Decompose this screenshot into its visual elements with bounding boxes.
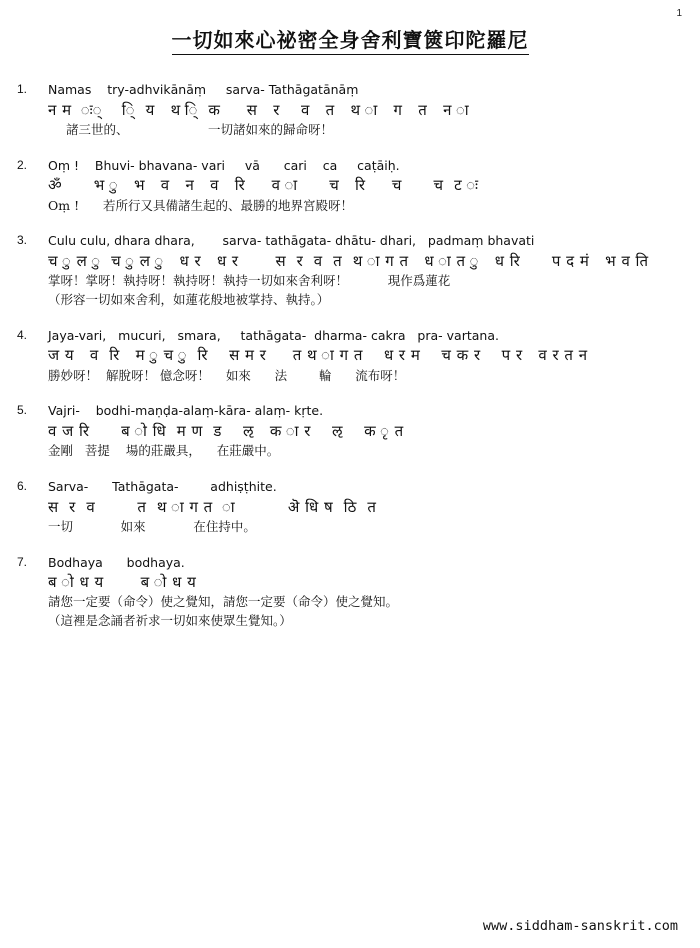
- chinese-translation-line: Oṃ ! 若所行又具備諸生起的、最勝的地界宮殿呀！: [48, 197, 353, 213]
- section-4: [0, 328, 700, 386]
- chinese-translation-line: 勝妙呀！ 解脫呀！ 億念呀！ 如來 法 輪 流布呀！: [48, 367, 406, 383]
- section-2: [0, 158, 700, 216]
- section-body: [48, 555, 700, 631]
- chinese-translation-line: 諸三世的、 一切諸如來的歸命呀！: [66, 121, 333, 137]
- section-spacer: [0, 467, 700, 479]
- chinese-translation-line: 請您一定要（命令）使之覺知，請您一定要（命令）使之覺知。: [48, 594, 399, 610]
- section-7: [0, 555, 700, 631]
- section-number: 6.: [17, 478, 28, 493]
- section-number: 7.: [17, 554, 28, 569]
- footer-website-url[interactable]: www.siddham-sanskrit.com: [482, 918, 678, 934]
- section-body: [48, 82, 700, 140]
- transliteration-line: Vajri- bodhi-maṇḍa-alaṃ-kāra- alaṃ- kṛte.: [48, 403, 324, 419]
- section-spacer: [0, 221, 700, 233]
- section-6: [0, 479, 700, 537]
- section-body: [48, 158, 700, 216]
- siddham-script-line: न म ः् ि् य थ ि् क स र व त थ ा ग त न ा: [48, 100, 470, 119]
- siddham-script-line: च ु ल ु च ु ल ु ध र ध र स र व त थ ा ग त ध ा त ु ध रि प द मं भ व ति: [48, 251, 649, 270]
- siddham-script-line: ब ो ध य ब ो ध य: [48, 573, 197, 592]
- section-body: [48, 233, 700, 309]
- section-number: 3.: [17, 233, 28, 248]
- transliteration-line: Sarva- Tathāgata- adhiṣṭhite.: [48, 478, 277, 494]
- siddham-script-line: व ज रि ब ो धि म ण ड ऌ क ा र ऌ क ृ त: [48, 421, 404, 440]
- chinese-translation-line: 掌呀！掌呀！執持呀！執持呀！執持一切如來舍利呀！ 現作爲蓮花: [48, 273, 451, 289]
- section-number: 1.: [17, 82, 28, 96]
- section-3: [0, 233, 700, 309]
- section-1: [0, 82, 700, 140]
- section-spacer: [0, 316, 700, 328]
- siddham-script-line: स र व त थ ा ग त ा ऄ धि ष ठि त: [48, 497, 377, 516]
- page-title-text: 一切如來心祕密全身舍利寶篋印陀羅尼: [172, 28, 529, 55]
- section-5: [0, 403, 700, 461]
- section-number: 5.: [17, 403, 28, 418]
- section-number: 2.: [17, 157, 28, 172]
- chinese-translation-line: 金剛 菩提 場的莊嚴具， 在莊嚴中。: [48, 443, 280, 459]
- page-title: [0, 24, 700, 53]
- section-body: [48, 403, 700, 461]
- transliteration-line: Oṃ ! Bhuvi- bhavana- vari vā cari ca caṭāiḥ.: [48, 157, 400, 173]
- transliteration-line: Bodhaya bodhaya.: [48, 554, 185, 570]
- section-spacer: [0, 543, 700, 555]
- section-body: [48, 479, 700, 537]
- transliteration-line: Jaya-vari, mucuri, smara, tathāgata- dharma- cakra pra- vartana.: [48, 327, 499, 343]
- chinese-translation-line: 一切 如來 在住持中。: [48, 518, 256, 534]
- section-spacer: [0, 146, 700, 158]
- transliteration-line: Culu culu, dhara dhara, sarva- tathāgata- dhātu- dhari, padmaṃ bhavati: [48, 233, 535, 249]
- chinese-note-line: （這裡是念誦者祈求一切如來使眾生覺知。）: [48, 613, 292, 629]
- chinese-note-line: （形容一切如來舍利，如蓮花般地被掌持、執持。）: [48, 291, 330, 307]
- transliteration-line: Namas try-adhvikānāṃ sarva- Tathāgatānāṃ: [48, 82, 359, 97]
- siddham-script-line: ज य व रि म ु च ु रि स म र त थ ा ग त ध र म च क र प र व र त न: [48, 346, 588, 365]
- siddham-script-line: ॐ भ ु भ व न व रि व ा च रि च च ट ः: [48, 176, 479, 195]
- section-body: [48, 328, 700, 386]
- section-spacer: [0, 391, 700, 403]
- section-number: 4.: [17, 327, 28, 342]
- sutra-sections: [0, 82, 700, 637]
- page-number: 1: [676, 8, 682, 19]
